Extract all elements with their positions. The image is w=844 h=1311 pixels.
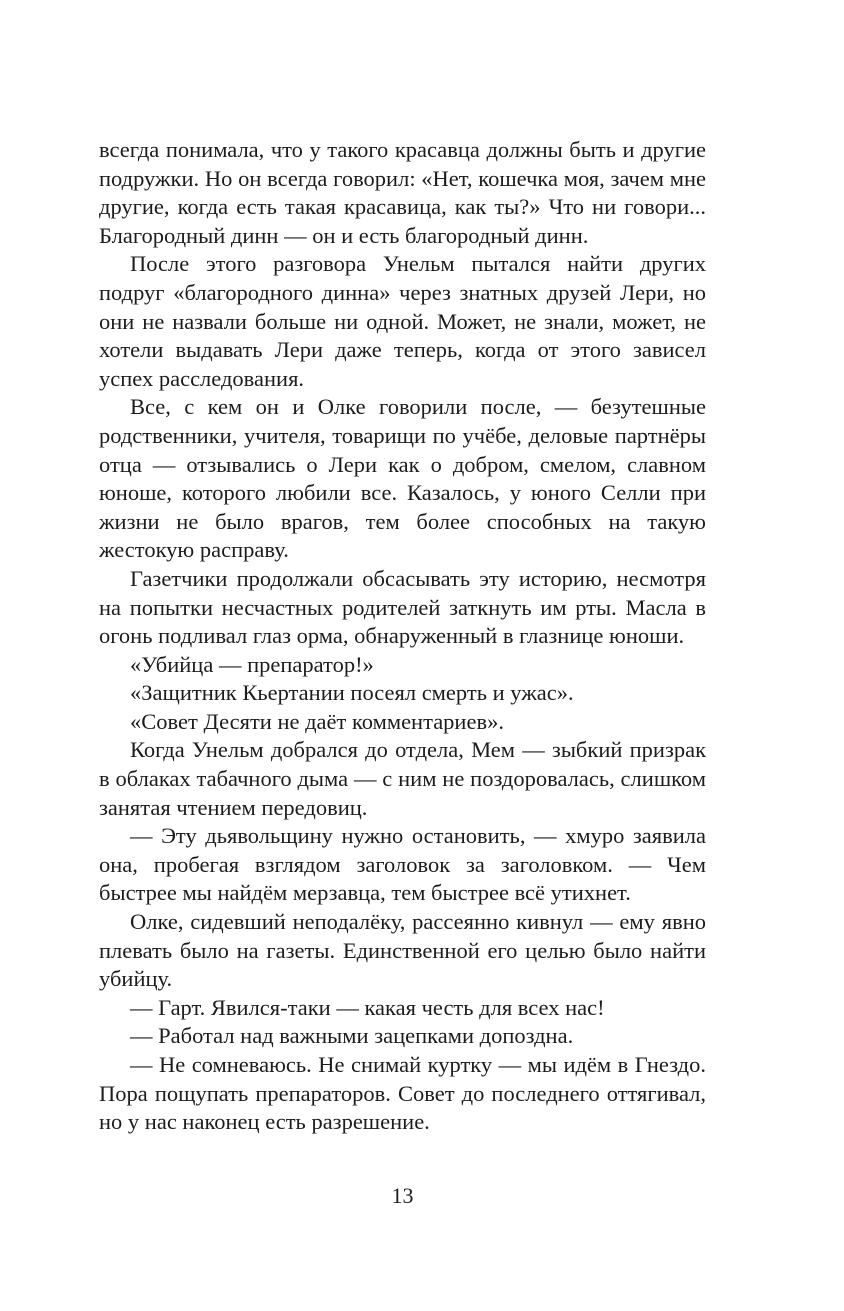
page-number: 13 — [391, 1183, 414, 1208]
page-text-block — [99, 136, 706, 1137]
paragraph: — Работал над важными зацепками допоздна. — [130, 1023, 574, 1049]
paragraph: — Не сомневаюсь. Не снимай куртку — мы идём в Гнездо. Пора пощупать препараторов. Совет до последнего оттягивал, но у нас наконец есть разрешение. — [99, 1052, 706, 1135]
paragraph: всегда понимала, что у такого красавца должны быть и другие подружки. Но он всегда говорил: «Нет, кошечка моя, зачем мне другие, когда есть такая красавица, как ты?» Что ни говори... Благородный динн — он и есть благородный динн. — [99, 137, 706, 248]
paragraph: Олке, сидевший неподалёку, рассеянно кивнул — ему явно плевать было на газеты. Единственной его целью было найти убийцу. — [99, 909, 706, 992]
paragraph: Все, с кем он и Олке говорили после, — безутешные родственники, учителя, товарищи по учёбе, деловые партнёры отца — отзывались о Лери как о добром, смелом, славном юноше, которого любили все. Казалось, у юного Селли при жизни не было врагов, тем более способных на такую жестокую расправу. — [99, 394, 706, 563]
paragraph: «Защитник Кьертании посеял смерть и ужас». — [130, 680, 574, 706]
paragraph: Когда Унельм добрался до отдела, Мем — зыбкий призрак в облаках табачного дыма — с ним не поздоровалась, слишком занятая чтением передовиц. — [99, 737, 706, 820]
paragraph: «Совет Десяти не даёт комментариев». — [130, 708, 504, 734]
paragraph: «Убийца — препаратор!» — [130, 651, 374, 677]
paragraph: — Гарт. Явился-таки — какая честь для всех нас! — [130, 994, 605, 1020]
paragraph: Газетчики продолжали обсасывать эту историю, несмотря на попытки несчастных родителей заткнуть им рты. Масла в огонь подливал глаз орма, обнаруженный в глазнице юноши. — [99, 565, 706, 649]
paragraph: После этого разговора Унельм пытался найти других подруг «благородного динна» через знатных друзей Лери, но они не назвали больше ни одной. Может, не знали, может, не хотели выдавать Лери даже теперь, когда от этого зависел успех расследования. — [99, 251, 706, 391]
paragraph: — Эту дьявольщину нужно остановить, — хмуро заявила она, пробегая взглядом заголовок за заголовком. — Чем быстрее мы найдём мерзавца, тем быстрее всё утихнет. — [99, 823, 706, 906]
